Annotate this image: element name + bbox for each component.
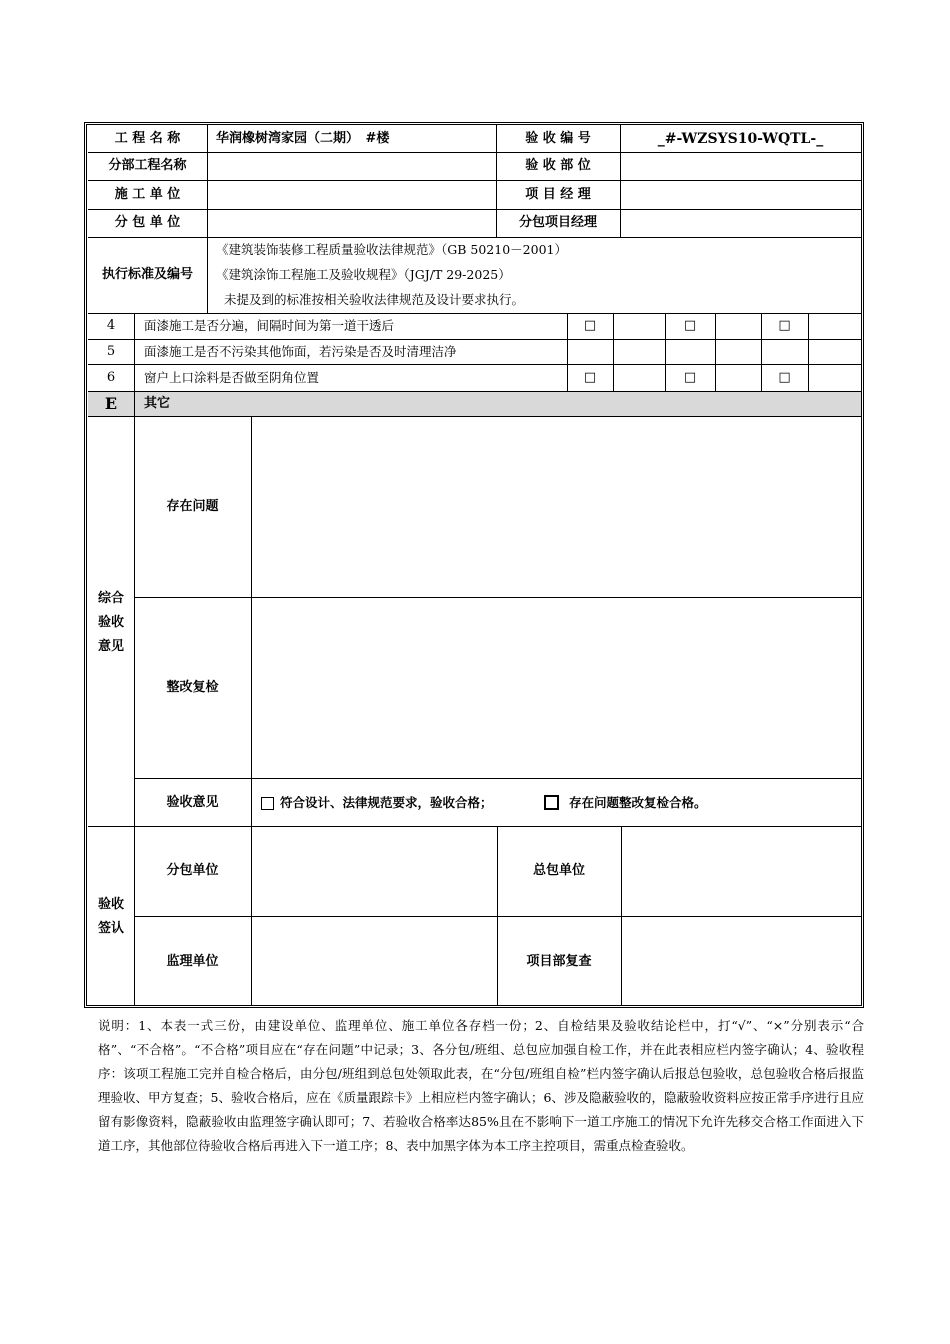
standard-line-2: 《建筑涂饰工程施工及验收规程》（JGJ/T 29-2025） — [216, 267, 511, 282]
check-text: 面漆施工是否分遍，间隔时间为第一道干透后 — [144, 318, 395, 333]
inspection-no-value: _#-WZSYS10-WQTL-_ — [657, 131, 824, 147]
check-text: 窗户上口涂料是否做至阴角位置 — [144, 370, 320, 385]
project-name-value: 华润橡树湾家园（二期） #楼 — [216, 131, 390, 146]
check-text: 面漆施工是否不污染其他饰面，若污染是否及时清理洁净 — [144, 344, 457, 359]
check-box[interactable]: □ — [683, 370, 697, 385]
comprehensive-opinion-label: 综合 验收 意见 — [97, 591, 124, 654]
general-unit-label: 总包单位 — [532, 863, 585, 878]
opinion-label: 验收意见 — [166, 795, 219, 810]
check-no: 4 — [106, 318, 116, 333]
check-no: 6 — [106, 370, 116, 385]
standard-line-3: 未提及到的标准按相关验收法律规范及设计要求执行。 — [224, 292, 525, 307]
subcontractor-label: 分 包 单 位 — [114, 215, 181, 230]
check-box[interactable]: □ — [683, 318, 697, 333]
sub-project-label: 分部工程名称 — [108, 158, 187, 173]
option2-text: 存在问题整改复检合格。 — [569, 795, 707, 810]
sub-pm-label: 分包项目经理 — [518, 215, 597, 230]
section-e-letter: E — [104, 394, 118, 413]
option1-text: 符合设计、法律规范要求，验收合格； — [280, 795, 493, 810]
project-review-label: 项目部复查 — [526, 954, 592, 969]
signoff-label: 验收 签认 — [97, 897, 124, 936]
check-box[interactable]: □ — [778, 318, 791, 333]
standard-line-1: 《建筑装饰装修工程质量验收法律规范》（GB 50210－2001） — [216, 242, 567, 257]
section-e-band — [88, 391, 861, 416]
general-unit-signature[interactable] — [622, 827, 861, 916]
rectify-label: 整改复检 — [166, 680, 219, 695]
project-review-signature[interactable] — [622, 917, 861, 1005]
supervision-label: 监理单位 — [166, 954, 219, 969]
section-e-title: 其它 — [144, 396, 171, 411]
option2-checkbox[interactable] — [544, 795, 559, 810]
check-box[interactable]: □ — [778, 370, 791, 385]
inspection-no-label: 验 收 编 号 — [525, 131, 591, 146]
project-name-label: 工 程 名 称 — [114, 131, 181, 146]
sub-unit-label: 分包单位 — [166, 863, 219, 878]
notes-paragraph: 说明：1、本表一式三份，由建设单位、监理单位、施工单位各存档一份；2、自检结果及验收结论栏中，打“√”、“×”分别表示“合格”、“不合格”。“不合格”项目应在“存在问题”中记录；3、各分包/班组、总包应加强自检工作，并在此表相应栏内签字确认；4、验收程序：该项工程施工完并自检合格后，由分包/班组到总包处领取此表，在“分包/班组自检”栏内签字确认后报总包验收，总包验收合格后报监理验收、甲方复查；5、验收合格后，应在《质量跟踪卡》上相应栏内签字确认；6、涉及隐蔽验收的，隐蔽验收资料应按正常手序进行且应留有影像资料，隐蔽验收由监理签字确认即可；7、若验收合格率达85%且在不影响下一道工序施工的情况下允许先移交合格工作面进入下道工序，其他部位待验收合格后再进入下一道工序；8、表中加黑字体为本工序主控项目，需重点检查验收。 — [98, 1018, 864, 1153]
issues-field[interactable] — [252, 417, 861, 597]
supervision-signature[interactable] — [252, 917, 497, 1005]
issues-label: 存在问题 — [166, 499, 219, 514]
check-no: 5 — [106, 344, 116, 359]
check-box[interactable]: □ — [583, 318, 597, 333]
sub-unit-signature[interactable] — [252, 827, 497, 916]
standards-label: 执行标准及编号 — [101, 267, 193, 282]
check-box[interactable]: □ — [583, 370, 597, 385]
rectify-field[interactable] — [252, 598, 861, 778]
contractor-label: 施 工 单 位 — [114, 187, 181, 202]
project-manager-label: 项 目 经 理 — [525, 187, 591, 202]
inspection-part-label: 验 收 部 位 — [525, 158, 591, 173]
option1-checkbox[interactable] — [261, 797, 274, 810]
